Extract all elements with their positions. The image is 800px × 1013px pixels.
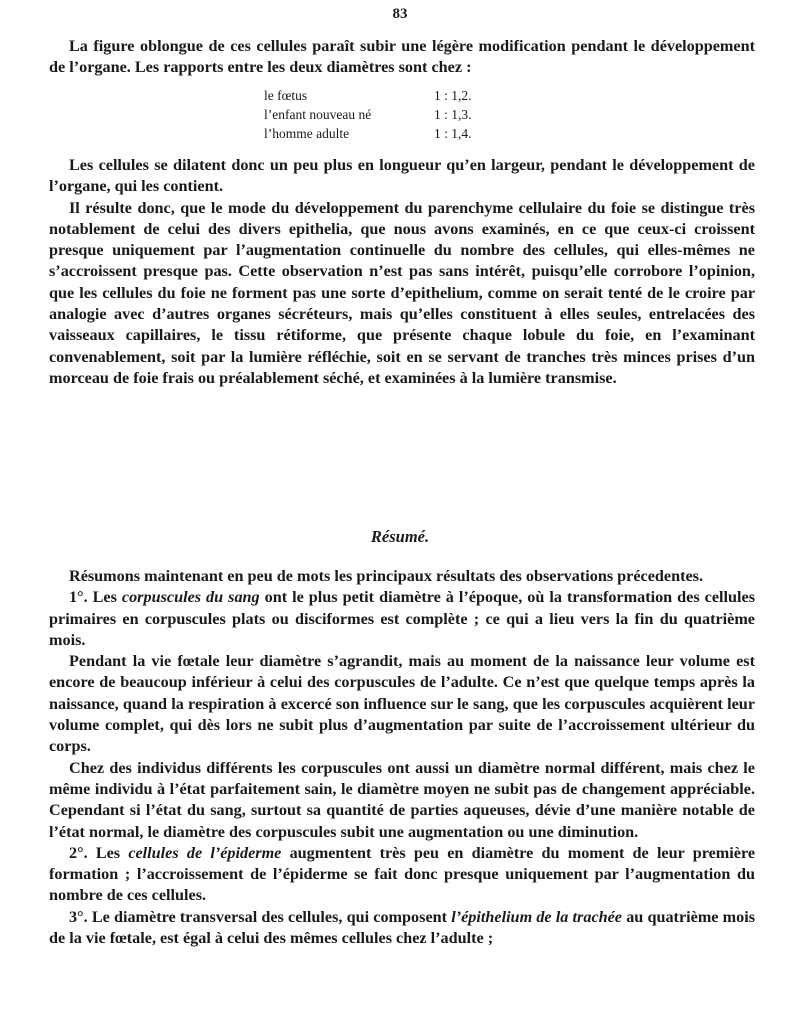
item-number: 3°. [69, 907, 88, 926]
body-paragraph-block [49, 155, 755, 389]
paragraph-dilatation: Les cellules se dilatent donc un peu plus en longueur qu’en largeur, pendant le développement de l’organe, qui les contient. [49, 156, 755, 196]
item-emphasis: cellules de l’épiderme [128, 843, 282, 862]
ratio-value: 1 : 1,2. [434, 88, 472, 103]
item-text: Les [95, 843, 121, 862]
resume-item-3 [49, 907, 755, 950]
item-text: ont le plus petit diamètre à l’époque, où la transformation des cellules primaires en corpuscules plats ou disciformes est complète ; ce qui a lieu vers la fin du quatrième mois. [49, 588, 756, 649]
ratio-value: 1 : 1,4. [434, 126, 472, 141]
item-text: Le diamètre transversal des cellules, qui composent [91, 907, 448, 926]
ratio-row [264, 124, 472, 143]
item-text: augmentent très peu en diamètre du moment de leur première formation ; l’accroissement de l’épiderme se fait donc presque uniquement par l’augmentation du nombre de ces cellules. [49, 843, 756, 905]
resume-item-1 [49, 587, 755, 651]
paragraph-item1-variation: Chez des individus différents les corpuscules ont aussi un diamètre normal différent, mais chez le même individu à l’état parfaitement sain, le diamètre moyen ne subit pas de changement appréciable. Cependant si l’état du sang, surtout sa quantité de parties aqueuses, dévie d’une manière notable de l’état normal, le diamètre des corpuscules subit une augmentation ou une diminution. [49, 758, 755, 841]
paragraph-resume-intro: Résumons maintenant en peu de mots les principaux résultats des observations précedentes. [69, 567, 704, 585]
ratio-label: le fœtus [264, 88, 308, 103]
item-text: Les [92, 588, 117, 607]
ratio-label: l’enfant nouveau né [264, 107, 372, 122]
section-heading-resume: Résumé. [370, 527, 430, 546]
item-number: 1°. [69, 588, 88, 607]
paragraph-intro: La figure oblongue de ces cellules paraît subir une légère modification pendant le développement de l’organe. Les rapports entre les deux diamètres sont chez : [49, 37, 755, 77]
paragraph-conclusion: Il résulte donc, que le mode du développement du parenchyme cellulaire du foie se distingue très notablement de celui des divers epithelia, que nous avons examinés, en ce que ceux-ci croissent presque uniquement par l’augmentation continuelle du nombre des cellules, qui elles-mêmes ne s’accroissent presque pas. Cette observation n’est pas sans intérêt, puisqu’elle corrobore l’opinion, que les cellules du foie ne forment pas une sorte d’epithelium, comme on serait tenté de le croire par analogie avec d’autres organes sécréteurs, mais qu’elles constituent à elles seules, entrelacées des vaisseaux capillaires, le tissu rétiforme, que présente chaque lobule du foie, en l’examinant convenablement, soit par la lumière réfléchie, soit en se servant de tranches très minces prises d’un morceau de foie frais ou préalablement séché, et examinées à la lumière transmise. [49, 198, 755, 387]
intro-paragraph-block [49, 36, 755, 79]
ratio-table [264, 86, 472, 143]
item-number: 2°. [69, 843, 88, 862]
page-number: 83 [392, 6, 408, 22]
item-text: au quatrième mois de la vie fœtale, est égal à celui des mêmes cellules chez l’adulte ; [49, 907, 756, 948]
resume-block [49, 566, 755, 949]
ratio-row [264, 105, 472, 124]
ratio-label: l’homme adulte [264, 126, 350, 141]
ratio-row [264, 86, 472, 105]
ratio-value: 1 : 1,3. [434, 107, 472, 122]
item-emphasis: corpuscules du sang [121, 588, 260, 607]
item-emphasis: l’épithelium de la trachée [451, 907, 622, 926]
resume-item-2 [49, 843, 755, 907]
paragraph-item1-continued: Pendant la vie fœtale leur diamètre s’agrandit, mais au moment de la naissance leur volume est encore de beaucoup inférieur à celui des corpuscules de l’adulte. Ce n’est que quelque temps après la naissance, quand la respiration à excercé son influence sur le sang, que les corpuscules acquièrent leur volume complet, qui dès lors ne subit plus d’augmentation par suite de l’accroissement ultérieur du corps. [49, 652, 755, 756]
